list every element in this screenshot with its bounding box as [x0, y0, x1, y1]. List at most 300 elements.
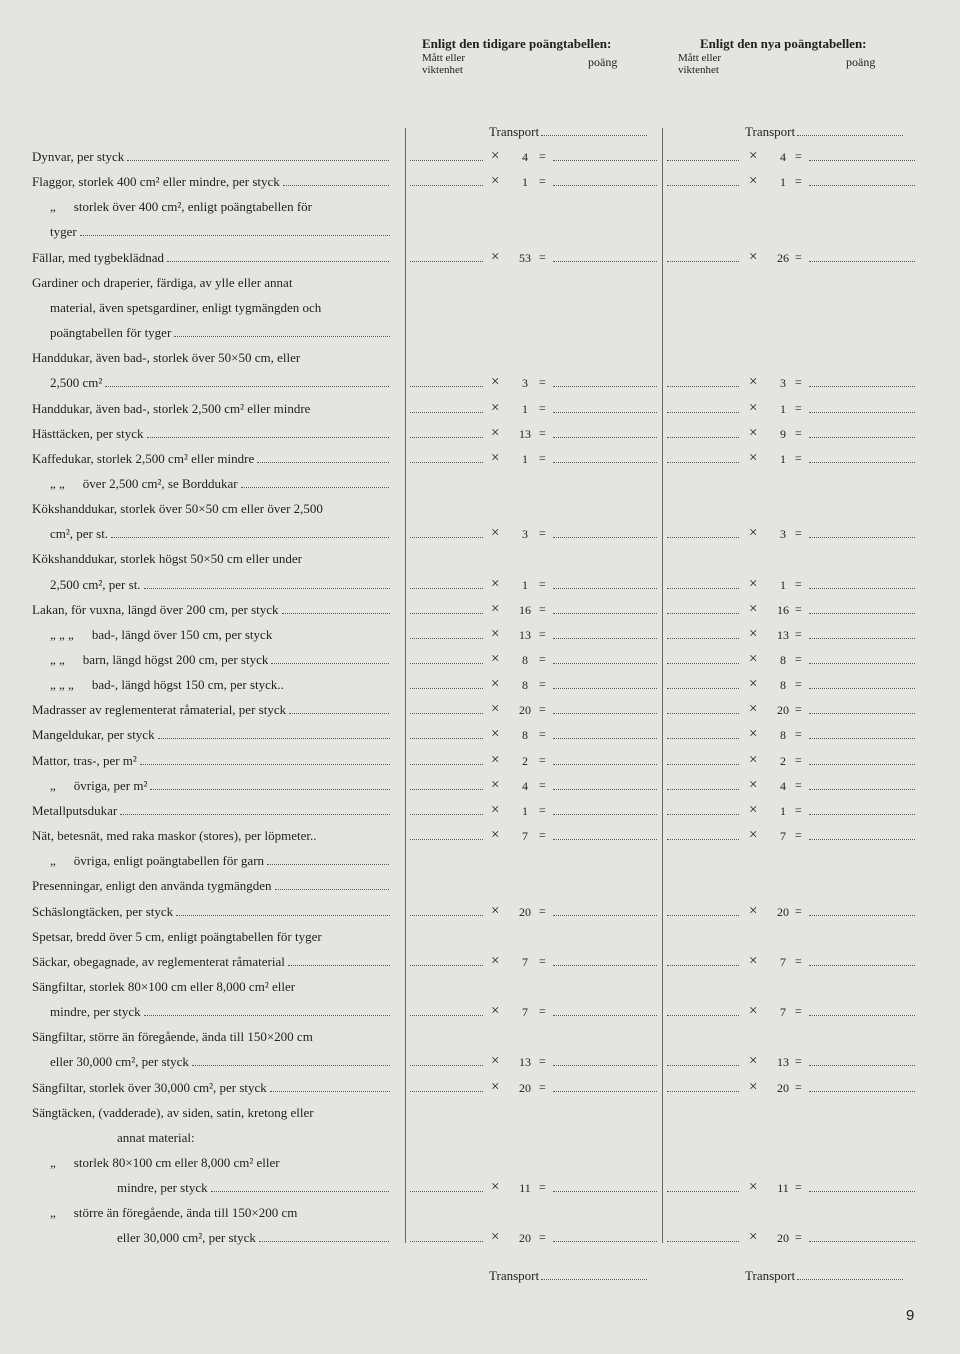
old-unit-dots — [410, 386, 483, 388]
leader-dots — [283, 174, 390, 186]
equals-sign: = — [539, 1054, 546, 1069]
list-item — [0, 800, 960, 825]
leader-dots — [267, 853, 390, 865]
old-points-factor: 20 — [519, 703, 531, 718]
item-label — [32, 878, 390, 894]
list-item — [0, 322, 960, 347]
new-points-dots — [809, 437, 915, 439]
times-sign: × — [491, 651, 500, 667]
item-label — [50, 325, 390, 341]
leader-dots — [275, 878, 390, 890]
new-points-dots — [809, 1241, 915, 1243]
equals-sign: = — [795, 752, 802, 767]
item-label — [50, 1054, 390, 1070]
new-unit-dots — [667, 1091, 739, 1093]
list-item — [0, 423, 960, 448]
item-label — [50, 577, 390, 593]
leader-dots — [257, 451, 390, 463]
new-points-factor: 8 — [780, 728, 786, 743]
new-unit-dots — [667, 1015, 739, 1017]
old-points-dots — [553, 537, 657, 539]
times-sign: × — [491, 424, 500, 441]
leader-dots — [289, 702, 390, 714]
times-sign: × — [749, 1229, 758, 1246]
header-old-table — [422, 36, 611, 76]
item-text: Madrasser av reglementerat råmaterial, per styck — [32, 702, 287, 718]
old-points-factor: 4 — [522, 150, 528, 164]
ditto-mark: „ „ „ — [50, 626, 74, 642]
old-points-dots — [553, 663, 657, 665]
item-text: Sängtäcken, (vadderade), av siden, satin, kretong eller — [32, 1104, 314, 1120]
equals-sign: = — [539, 702, 546, 717]
equals-sign: = — [795, 1079, 802, 1094]
old-points-factor: 1 — [522, 577, 528, 592]
item-label — [32, 501, 390, 517]
old-points-dots — [553, 1091, 657, 1093]
list-item — [0, 574, 960, 599]
times-sign: × — [749, 173, 758, 190]
item-text: Presenningar, enligt den använda tygmängden — [32, 878, 272, 894]
times-sign: × — [491, 726, 500, 743]
old-unit-dots — [410, 1065, 483, 1067]
item-text: material, även spetsgardiner, enligt tygmängden och — [50, 299, 322, 315]
times-sign: × — [749, 1179, 758, 1196]
item-text: 2,500 cm², per st. — [50, 576, 141, 592]
equals-sign: = — [795, 626, 802, 641]
item-label — [50, 199, 390, 215]
item-label — [32, 401, 390, 417]
item-text: Spetsar, bredd över 5 cm, enligt poängtabellen för tyger — [32, 928, 322, 944]
leader-dots — [270, 1080, 390, 1092]
equals-sign: = — [539, 1180, 546, 1195]
item-label — [50, 224, 390, 240]
item-text: övriga, per m² — [73, 777, 148, 793]
item-label — [32, 275, 390, 291]
equals-sign: = — [795, 903, 802, 918]
old-points-factor: 7 — [522, 829, 528, 844]
old-unit-dots — [410, 663, 483, 665]
new-points-dots — [809, 462, 915, 464]
old-points-dots — [553, 738, 657, 740]
times-sign: × — [491, 575, 500, 592]
leader-dots — [271, 652, 390, 664]
equals-sign: = — [795, 802, 802, 817]
item-text: Fällar, med tygbeklädnad — [32, 249, 164, 265]
old-unit-dots — [410, 160, 483, 162]
item-text: Metallputsdukar — [32, 802, 118, 818]
item-text: Sängfiltar, större än föregående, ända till 150×200 cm — [32, 1029, 313, 1045]
new-points-factor: 11 — [777, 1181, 789, 1196]
ditto-mark: „ „ — [50, 475, 65, 491]
new-unit-dots — [667, 437, 739, 439]
equals-sign: = — [795, 1004, 802, 1019]
old-points-dots — [553, 814, 657, 816]
list-item — [0, 775, 960, 800]
old-points-dots — [553, 588, 657, 590]
new-points-dots — [809, 160, 915, 162]
list-item — [0, 1202, 960, 1227]
old-points-factor: 8 — [522, 653, 528, 667]
leader-dots — [259, 1230, 390, 1242]
item-text: cm², per st. — [50, 526, 109, 542]
new-points-factor: 1 — [780, 577, 786, 592]
transport-top-new — [745, 124, 903, 140]
ditto-mark: „ — [50, 1205, 56, 1221]
list-item — [0, 1051, 960, 1076]
old-points-factor: 11 — [519, 1181, 531, 1196]
old-points-factor: 1 — [522, 451, 528, 466]
transport-label: Transport — [489, 1268, 540, 1283]
item-label — [32, 1080, 390, 1096]
item-label — [32, 929, 390, 945]
leader-dots — [241, 476, 390, 488]
old-points-dots — [553, 688, 657, 690]
item-text: tyger — [50, 224, 77, 240]
leader-dots — [105, 375, 390, 387]
equals-sign: = — [539, 450, 546, 465]
new-points-dots — [809, 1191, 915, 1193]
item-text: Mattor, tras-, per m² — [32, 752, 137, 768]
new-points-dots — [809, 738, 915, 740]
item-text: Lakan, för vuxna, längd över 200 cm, per styck — [32, 601, 279, 617]
old-unit-dots — [410, 1241, 483, 1243]
list-item — [0, 1001, 960, 1026]
new-points-dots — [809, 764, 915, 766]
item-label — [50, 652, 390, 668]
item-text: mindre, per styck — [117, 1180, 208, 1196]
times-sign: × — [749, 1053, 758, 1070]
new-points-factor: 13 — [777, 627, 789, 642]
equals-sign: = — [539, 677, 546, 692]
new-points-factor: 1 — [780, 175, 786, 190]
new-points-factor: 16 — [777, 602, 789, 617]
old-unit-dots — [410, 462, 483, 464]
new-points-dots — [809, 915, 915, 917]
equals-sign: = — [795, 526, 802, 541]
equals-sign: = — [795, 1180, 802, 1195]
old-points-dots — [553, 613, 657, 615]
list-item — [0, 498, 960, 523]
item-text: Sängfiltar, storlek 80×100 cm eller 8,000 cm² eller — [32, 978, 296, 994]
item-text: Nät, betesnät, med raka maskor (stores), per löpmeter.. — [32, 828, 317, 844]
item-label — [50, 476, 390, 492]
list-item — [0, 196, 960, 221]
item-label — [50, 677, 390, 693]
old-points-dots — [553, 386, 657, 388]
old-unit-dots — [410, 1015, 483, 1017]
item-text: större än föregående, ända till 150×200 cm — [73, 1205, 298, 1221]
equals-sign: = — [539, 903, 546, 918]
new-points-factor: 3 — [780, 376, 786, 391]
item-label — [32, 551, 390, 567]
times-sign: × — [491, 827, 500, 844]
equals-sign: = — [539, 425, 546, 440]
times-sign: × — [491, 248, 500, 265]
list-item — [0, 247, 960, 272]
list-item — [0, 750, 960, 775]
list-item — [0, 221, 960, 246]
old-unit-dots — [410, 738, 483, 740]
old-unit-dots — [410, 638, 483, 640]
times-sign: × — [749, 902, 758, 919]
item-label — [32, 602, 390, 618]
new-points-dots — [809, 814, 915, 816]
list-item — [0, 1177, 960, 1202]
equals-sign: = — [539, 802, 546, 817]
ditto-mark: „ — [50, 853, 56, 869]
old-points-dots — [553, 764, 657, 766]
item-label — [50, 300, 390, 316]
equals-sign: = — [795, 375, 802, 390]
old-unit-dots — [410, 764, 483, 766]
new-unit-dots — [667, 663, 739, 665]
leader-dots — [80, 224, 390, 236]
new-points-dots — [809, 537, 915, 539]
equals-sign: = — [539, 626, 546, 641]
leader-dots — [144, 1004, 390, 1016]
new-unit-dots — [667, 1191, 739, 1193]
item-label — [32, 803, 390, 819]
times-sign: × — [491, 1179, 500, 1196]
list-item — [0, 875, 960, 900]
leader-dots — [150, 778, 390, 790]
old-unit-dots — [410, 437, 483, 439]
new-points-factor: 4 — [780, 150, 786, 164]
times-sign: × — [749, 952, 758, 969]
list-item — [0, 1227, 960, 1252]
item-text: mindre, per styck — [50, 1004, 141, 1020]
equals-sign: = — [795, 652, 802, 666]
old-unit-dots — [410, 185, 483, 187]
new-points-dots — [809, 688, 915, 690]
new-points-factor: 20 — [777, 703, 789, 718]
item-text: storlek över 400 cm², enligt poängtabellen för — [73, 199, 312, 215]
times-sign: × — [491, 525, 500, 542]
times-sign: × — [749, 651, 758, 667]
old-unit-dots — [410, 537, 483, 539]
item-label — [32, 250, 390, 266]
equals-sign: = — [539, 249, 546, 264]
new-unit-dots — [667, 261, 739, 263]
item-label — [32, 954, 390, 970]
new-points-dots — [809, 588, 915, 590]
times-sign: × — [491, 173, 500, 190]
times-sign: × — [491, 1003, 500, 1020]
leader-dots — [111, 526, 390, 538]
equals-sign: = — [539, 1079, 546, 1094]
equals-sign: = — [795, 576, 802, 591]
transport-bottom-old — [489, 1268, 647, 1284]
list-item — [0, 146, 960, 171]
times-sign: × — [491, 399, 500, 416]
equals-sign: = — [795, 677, 802, 692]
equals-sign: = — [539, 953, 546, 968]
equals-sign: = — [795, 727, 802, 742]
item-text: Schäslongtäcken, per styck — [32, 903, 174, 919]
list-item — [0, 523, 960, 548]
item-label — [50, 1205, 390, 1221]
item-text: eller 30,000 cm², per styck — [50, 1054, 189, 1070]
list-item — [0, 171, 960, 196]
times-sign: × — [491, 701, 500, 718]
times-sign: × — [749, 575, 758, 592]
times-sign: × — [491, 374, 500, 391]
new-unit-dots — [667, 185, 739, 187]
item-label — [50, 1155, 390, 1171]
times-sign: × — [749, 827, 758, 844]
old-points-factor: 7 — [522, 954, 528, 969]
old-points-factor: 13 — [519, 627, 531, 642]
old-unit-dots — [410, 1191, 483, 1193]
leader-dots — [120, 803, 390, 815]
new-points-factor: 8 — [780, 678, 786, 693]
new-unit-dots — [667, 462, 739, 464]
item-label — [32, 1105, 390, 1121]
equals-sign: = — [795, 601, 802, 616]
list-item — [0, 272, 960, 297]
equals-sign: = — [795, 702, 802, 717]
old-unit-dots — [410, 713, 483, 715]
transport-label: Transport — [745, 1268, 796, 1283]
times-sign: × — [749, 625, 758, 642]
new-points-dots — [809, 386, 915, 388]
transport-label: Transport — [745, 124, 796, 139]
old-points-dots — [553, 160, 657, 162]
list-item — [0, 951, 960, 976]
old-unit-dots — [410, 412, 483, 414]
leader-dots — [211, 1180, 390, 1192]
equals-sign: = — [539, 375, 546, 390]
new-points-dots — [809, 638, 915, 640]
equals-sign: = — [539, 752, 546, 767]
new-points-dots — [809, 1065, 915, 1067]
ditto-mark: „ — [50, 1155, 56, 1170]
new-unit-dots — [667, 965, 739, 967]
old-unit-dots — [410, 1091, 483, 1093]
equals-sign: = — [539, 400, 546, 415]
item-text: Hästtäcken, per styck — [32, 425, 144, 441]
item-label — [32, 1029, 390, 1045]
new-points-factor: 26 — [777, 250, 789, 265]
new-unit-dots — [667, 839, 739, 841]
old-points-dots — [553, 789, 657, 791]
item-text: över 2,500 cm², se Borddukar — [82, 475, 238, 491]
old-points-dots — [553, 965, 657, 967]
old-points-factor: 3 — [522, 527, 528, 542]
item-label — [32, 727, 390, 743]
leader-dots — [127, 149, 390, 161]
new-points-dots — [809, 965, 915, 967]
new-points-dots — [809, 839, 915, 841]
old-points-dots — [553, 1191, 657, 1193]
item-label — [32, 753, 390, 769]
new-unit-dots — [667, 738, 739, 740]
new-points-factor: 2 — [780, 753, 786, 768]
equals-sign: = — [539, 174, 546, 189]
new-unit-dots — [667, 764, 739, 766]
new-unit-dots — [667, 638, 739, 640]
item-text: bad-, längd över 150 cm, per styck — [91, 626, 273, 642]
item-text: Kaffedukar, storlek 2,500 cm² eller mindre — [32, 450, 255, 466]
list-item — [0, 372, 960, 397]
new-points-dots — [809, 1015, 915, 1017]
item-label — [32, 426, 390, 442]
times-sign: × — [491, 600, 500, 617]
old-unit-dots — [410, 588, 483, 590]
ditto-mark: „ „ — [50, 652, 65, 667]
equals-sign: = — [795, 249, 802, 264]
new-unit-dots — [667, 814, 739, 816]
new-points-dots — [809, 789, 915, 791]
new-points-factor: 3 — [780, 527, 786, 542]
equals-sign: = — [539, 1004, 546, 1019]
leader-dots — [147, 426, 390, 438]
equals-sign: = — [539, 777, 546, 792]
list-item — [0, 398, 960, 423]
old-points-factor: 8 — [522, 678, 528, 693]
old-points-factor: 20 — [519, 1080, 531, 1095]
equals-sign: = — [539, 727, 546, 742]
leader-dots — [288, 954, 390, 966]
item-text: Sängfiltar, storlek över 30,000 cm², per styck — [32, 1079, 267, 1095]
new-points-factor: 1 — [780, 451, 786, 466]
header-old-points: poäng — [588, 55, 618, 69]
list-item — [0, 699, 960, 724]
item-text: Kökshanddukar, storlek högst 50×50 cm eller under — [32, 551, 303, 567]
list-item — [0, 901, 960, 926]
item-text: Kökshanddukar, storlek över 50×50 cm eller över 2,500 — [32, 501, 323, 517]
item-text: annat material: — [117, 1129, 195, 1145]
old-points-dots — [553, 185, 657, 187]
item-text: barn, längd högst 200 cm, per styck — [82, 652, 269, 667]
list-item — [0, 825, 960, 850]
header-old-unit-line1: Mått eller — [422, 52, 466, 64]
old-unit-dots — [410, 261, 483, 263]
new-unit-dots — [667, 915, 739, 917]
equals-sign: = — [795, 425, 802, 440]
leader-dots — [174, 325, 390, 337]
new-points-factor: 1 — [780, 803, 786, 818]
ditto-mark: „ „ „ — [50, 677, 74, 693]
leader-dots — [144, 577, 390, 589]
new-unit-dots — [667, 789, 739, 791]
list-item — [0, 624, 960, 649]
list-item — [0, 649, 960, 674]
header-new-points: poäng — [846, 55, 876, 69]
item-text: Säckar, obegagnade, av reglementerat råmaterial — [32, 953, 285, 969]
old-unit-dots — [410, 965, 483, 967]
new-points-dots — [809, 185, 915, 187]
times-sign: × — [749, 701, 758, 718]
old-points-dots — [553, 437, 657, 439]
equals-sign: = — [539, 652, 546, 666]
old-points-dots — [553, 412, 657, 414]
old-points-dots — [553, 915, 657, 917]
list-item — [0, 1026, 960, 1051]
times-sign: × — [491, 1229, 500, 1246]
times-sign: × — [491, 952, 500, 969]
old-points-dots — [553, 839, 657, 841]
item-label — [50, 778, 390, 794]
leader-dots — [282, 602, 390, 614]
leader-dots — [167, 250, 390, 262]
new-points-dots — [809, 713, 915, 715]
item-text: storlek 80×100 cm eller 8,000 cm² eller — [73, 1155, 280, 1170]
equals-sign: = — [795, 1054, 802, 1069]
new-points-dots — [809, 1091, 915, 1093]
times-sign: × — [491, 902, 500, 919]
times-sign: × — [749, 449, 758, 466]
